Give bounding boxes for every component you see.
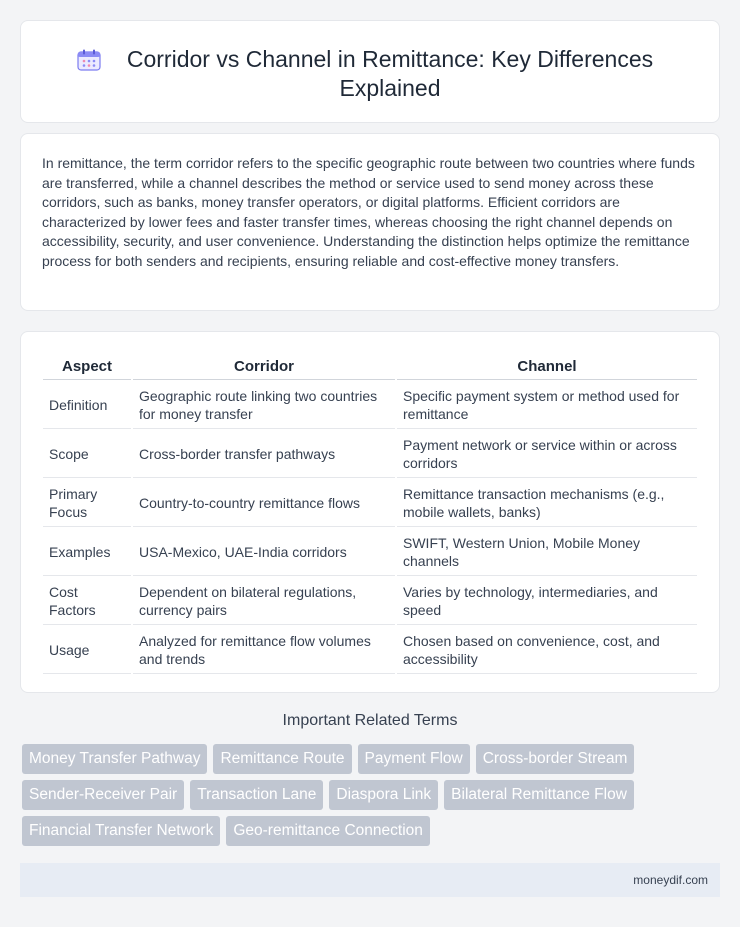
cell-aspect: Usage (43, 627, 131, 674)
footer (20, 863, 720, 897)
cell-channel: Varies by technology, intermediaries, and speed (397, 578, 697, 625)
related-term-tag[interactable]: Geo-remittance Connection (226, 816, 430, 846)
footer-site-link[interactable]: moneydif.com (633, 873, 708, 887)
table-row (43, 627, 697, 674)
intro-card (20, 133, 720, 311)
cell-channel: Specific payment system or method used for remittance (397, 382, 697, 429)
cell-channel: Payment network or service within or across corridors (397, 431, 697, 478)
cell-corridor: USA-Mexico, UAE-India corridors (133, 529, 395, 576)
table-row (43, 480, 697, 527)
table-header-row (43, 354, 697, 380)
related-term-tag[interactable]: Payment Flow (358, 744, 470, 774)
related-term-tag[interactable]: Transaction Lane (190, 780, 323, 810)
header-aspect: Aspect (43, 354, 131, 380)
cell-channel: Chosen based on convenience, cost, and accessibility (397, 627, 697, 674)
related-terms-heading: Important Related Terms (282, 712, 458, 729)
cell-corridor: Cross-border transfer pathways (133, 431, 395, 478)
related-term-tag[interactable]: Remittance Route (213, 744, 351, 774)
related-term-tag[interactable]: Diaspora Link (329, 780, 438, 810)
header-channel: Channel (397, 354, 697, 380)
cell-corridor: Country-to-country remittance flows (133, 480, 395, 527)
related-term-tag[interactable]: Financial Transfer Network (22, 816, 220, 846)
related-terms-list (22, 744, 672, 846)
cell-aspect: Primary Focus (43, 480, 131, 527)
table-row (43, 578, 697, 625)
cell-corridor: Dependent on bilateral regulations, currency pairs (133, 578, 395, 625)
cell-corridor: Analyzed for remittance flow volumes and trends (133, 627, 395, 674)
related-term-tag[interactable]: Money Transfer Pathway (22, 744, 207, 774)
intro-paragraph: In remittance, the term corridor refers to the specific geographic route between two countries where funds are transferred, while a channel describes the method or service used to send money across these corridors, such as banks, money transfer operators, or digital platforms. Efficient corridors are characterized by lower fees and faster transfer times, whereas choosing the right channel depends on accessibility, security, and user convenience. Understanding the distinction helps optimize the remittance process for both senders and recipients, ensuring reliable and cost-effective money transfers. (42, 155, 695, 269)
related-term-tag[interactable]: Bilateral Remittance Flow (444, 780, 634, 810)
page-title: Corridor vs Channel in Remittance: Key Differences Explained (126, 46, 654, 101)
cell-aspect: Examples (43, 529, 131, 576)
cell-channel: Remittance transaction mechanisms (e.g., mobile wallets, banks) (397, 480, 697, 527)
cell-aspect: Cost Factors (43, 578, 131, 625)
table-row (43, 529, 697, 576)
cell-corridor: Geographic route linking two countries for money transfer (133, 382, 395, 429)
title-card (20, 20, 720, 123)
cell-channel: SWIFT, Western Union, Mobile Money channels (397, 529, 697, 576)
table-row (43, 382, 697, 429)
comparison-table (41, 352, 699, 676)
related-term-tag[interactable]: Cross-border Stream (476, 744, 635, 774)
comparison-table-card (20, 331, 720, 693)
cell-aspect: Definition (43, 382, 131, 429)
cell-aspect: Scope (43, 431, 131, 478)
table-row (43, 431, 697, 478)
related-term-tag[interactable]: Sender-Receiver Pair (22, 780, 184, 810)
header-corridor: Corridor (133, 354, 395, 380)
